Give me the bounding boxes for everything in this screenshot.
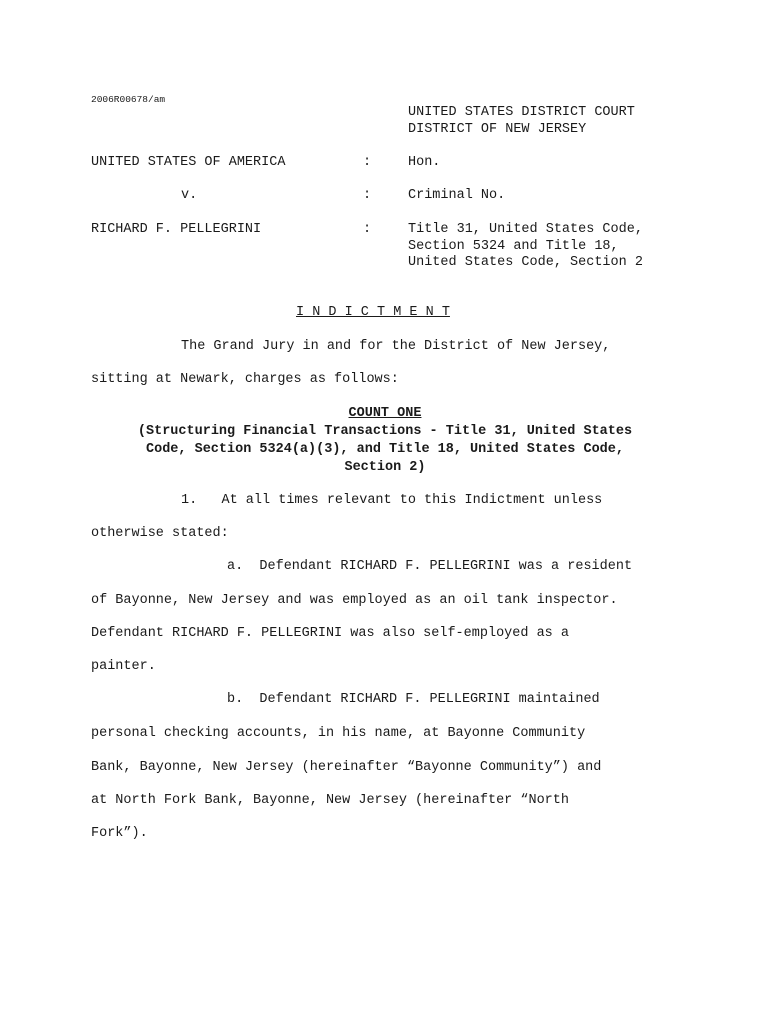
item-b-text: personal checking accounts, in his name, at Bayonne Community — [91, 726, 586, 741]
count-heading: COUNT ONE — [348, 406, 422, 421]
document-title: I N D I C T M E N T — [296, 305, 450, 320]
intro-text: sitting at Newark, charges as follows: — [91, 372, 399, 387]
item-a-text: of Bayonne, New Jersey and was employed as an oil tank inspector. — [91, 593, 618, 608]
caption-defendant: RICHARD F. PELLEGRINI — [91, 222, 262, 237]
caption-criminal-number: Criminal No. — [408, 188, 506, 203]
court-district: DISTRICT OF NEW JERSEY — [408, 122, 587, 137]
caption-colon: : — [363, 155, 372, 170]
item-b-text: b. Defendant RICHARD F. PELLEGRINI maintained — [227, 692, 600, 707]
caption-colon: : — [363, 188, 372, 203]
count-subheading: (Structuring Financial Transactions - Title 31, United States — [137, 424, 633, 439]
caption-versus: v. — [181, 188, 198, 203]
document-reference: 2006R00678/am — [91, 94, 166, 105]
count-subheading: Code, Section 5324(a)(3), and Title 18, United States Code, — [146, 442, 624, 457]
caption-plaintiff: UNITED STATES OF AMERICA — [91, 155, 286, 170]
intro-text: The Grand Jury in and for the District of New Jersey, — [181, 339, 611, 354]
item-b-text: Bank, Bayonne, New Jersey (hereinafter “Bayonne Community”) and — [91, 760, 602, 775]
caption-colon: : — [363, 222, 372, 237]
item-a-text: a. Defendant RICHARD F. PELLEGRINI was a resident — [227, 559, 633, 574]
court-name: UNITED STATES DISTRICT COURT — [408, 105, 635, 120]
item-b-text: Fork”). — [91, 826, 148, 841]
caption-statute: Section 5324 and Title 18, — [408, 239, 619, 254]
paragraph-text: otherwise stated: — [91, 526, 229, 541]
caption-statute: Title 31, United States Code, — [408, 222, 643, 237]
count-subheading: Section 2) — [344, 460, 426, 475]
item-b-text: at North Fork Bank, Bayonne, New Jersey (hereinafter “North — [91, 793, 569, 808]
caption-judge: Hon. — [408, 155, 441, 170]
paragraph-text: 1. At all times relevant to this Indictment unless — [181, 493, 603, 508]
caption-statute: United States Code, Section 2 — [408, 255, 643, 270]
item-a-text: Defendant RICHARD F. PELLEGRINI was also self-employed as a — [91, 626, 569, 641]
item-a-text: painter. — [91, 659, 156, 674]
